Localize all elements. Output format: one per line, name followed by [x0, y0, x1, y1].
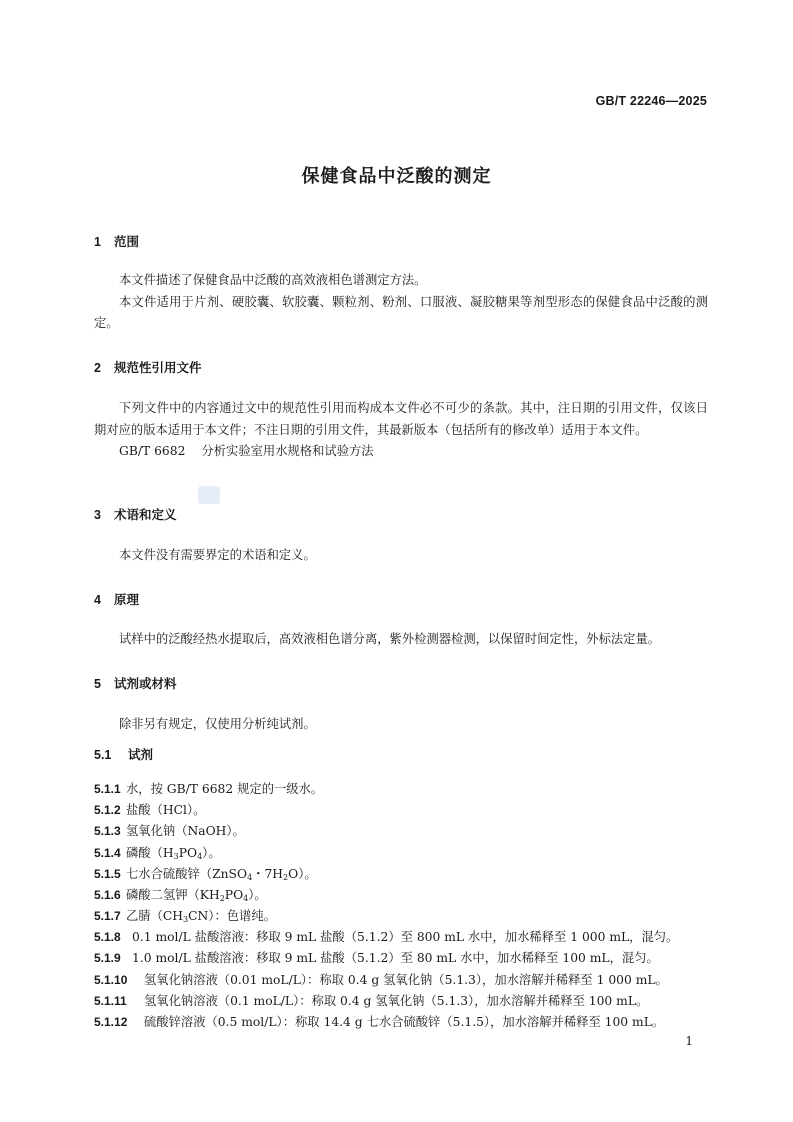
clause-number: 5.1.5 — [94, 867, 121, 881]
subscript: 4 — [243, 894, 249, 903]
section-number: 3 — [94, 508, 101, 522]
clause-number: 5.1.12 — [94, 1015, 128, 1029]
clause-5-1-7 — [94, 906, 276, 924]
clause-text: 氢氧化钠溶液（0.1 moL/L）：称取 0.4 g 氢氧化钠（5.1.3），加水溶解并稀释至 100 mL。 — [144, 994, 649, 1008]
subscript: 4 — [197, 852, 203, 861]
reference-code: GB/T 6682 — [119, 444, 186, 459]
section-1-heading — [94, 232, 139, 250]
clause-number: 5.1.8 — [94, 930, 121, 944]
reference-title: 分析实验室用水规格和试验方法 — [201, 444, 374, 459]
subscript: 4 — [247, 873, 253, 882]
paragraph: 本文件没有需要界定的术语和定义。 — [119, 548, 316, 562]
page-number: 1 — [685, 1034, 693, 1048]
clause-text: CN）：色谱纯。 — [188, 909, 276, 923]
subscript: 2 — [283, 873, 289, 882]
section-title: 规范性引用文件 — [114, 360, 202, 375]
section-title: 术语和定义 — [114, 507, 177, 522]
paragraph: 下列文件中的内容通过文中的规范性引用而构成本文件必不可少的条款。其中，注日期的引用文件，仅该日期对应的版本适用于本文件；不注日期的引用文件，其最新版本（包括所有的修改单）适用于本文件。 — [94, 401, 708, 437]
clause-text: ・7H — [252, 867, 284, 881]
subsection-5-1-heading — [94, 745, 153, 763]
clause-text: ）。 — [248, 888, 267, 902]
subsection-title: 试剂 — [128, 747, 154, 762]
clause-5-1-2 — [94, 800, 205, 818]
clause-number: 5.1.3 — [94, 824, 121, 838]
clause-text: 水，按 GB/T 6682 规定的一级水。 — [126, 782, 324, 796]
normative-reference — [94, 441, 708, 463]
clause-5-1-6 — [94, 885, 267, 903]
paragraph: 除非另有规定，仅使用分析纯试剂。 — [119, 717, 316, 731]
clause-text: PO — [178, 846, 198, 860]
section-3-heading — [94, 505, 177, 523]
section-number: 5 — [94, 677, 101, 691]
clause-number: 5.1.7 — [94, 909, 121, 923]
clause-text: 磷酸（H — [126, 846, 174, 860]
clause-5-1-5 — [94, 864, 317, 882]
clause-text: O）。 — [288, 867, 317, 881]
subscript: 3 — [173, 852, 179, 861]
clause-text: 氢氧化钠溶液（0.01 moL/L）：称取 0.4 g 氢氧化钠（5.1.3），加水溶解并稀释至 1 000 mL。 — [144, 973, 668, 987]
clause-text: 硫酸锌溶液（0.5 mol/L）：称取 14.4 g 七水合硫酸锌（5.1.5），加水溶解并稀释至 100 mL。 — [144, 1015, 665, 1029]
clause-number: 5.1.10 — [94, 973, 128, 987]
clause-5-1-12 — [94, 1012, 664, 1030]
clause-number: 5.1.1 — [94, 782, 121, 796]
section-1-body — [94, 270, 708, 335]
clause-5-1-9 — [94, 948, 659, 966]
clause-5-1-1 — [94, 779, 323, 797]
clause-5-1-4 — [94, 843, 221, 861]
section-number: 1 — [94, 235, 101, 249]
subsection-number: 5.1 — [94, 748, 112, 762]
clause-number: 5.1.9 — [94, 951, 121, 965]
clause-text: 盐酸（HCl）。 — [126, 803, 206, 817]
section-2-heading — [94, 358, 202, 376]
paragraph: 试样中的泛酸经热水提取后，高效液相色谱分离，紫外检测器检测，以保留时间定性，外标法定量。 — [119, 632, 661, 646]
section-5-heading — [94, 674, 177, 692]
clause-number: 5.1.6 — [94, 888, 121, 902]
paragraph: 本文件适用于片剂、硬胶囊、软胶囊、颗粒剂、粉剂、口服液、凝胶糖果等剂型形态的保健食品中泛酸的测定。 — [94, 294, 708, 331]
clause-text: 磷酸二氢钾（KH — [126, 888, 220, 902]
clause-number: 5.1.4 — [94, 846, 121, 860]
section-2-body — [94, 398, 708, 463]
section-4-heading — [94, 590, 139, 608]
clause-5-1-11 — [94, 991, 648, 1009]
section-title: 范围 — [114, 234, 140, 249]
clause-text: 氢氧化钠（NaOH）。 — [126, 824, 245, 838]
clause-text: PO — [224, 888, 244, 902]
subscript: 3 — [183, 915, 189, 924]
subscript: 2 — [219, 894, 225, 903]
clause-text: ）。 — [202, 846, 221, 860]
clause-5-1-3 — [94, 821, 245, 839]
section-title: 试剂或材料 — [114, 676, 177, 691]
watermark-logo — [198, 486, 220, 504]
clause-number: 5.1.2 — [94, 803, 121, 817]
clause-5-1-8 — [94, 927, 678, 945]
clause-text: 七水合硫酸锌（ZnSO — [126, 867, 248, 881]
paragraph: 本文件描述了保健食品中泛酸的高效液相色谱测定方法。 — [119, 273, 427, 287]
clause-text: 乙腈（CH — [126, 909, 184, 923]
document-title: 保健食品中泛酸的测定 — [301, 166, 492, 187]
clause-text: 1.0 mol/L 盐酸溶液：移取 9 mL 盐酸（5.1.2）至 80 mL 水中，加水稀释至 100 mL，混匀。 — [132, 951, 659, 965]
section-number: 4 — [94, 593, 101, 607]
standard-number: GB/T 22246—2025 — [595, 94, 707, 108]
clause-text: 0.1 mol/L 盐酸溶液：移取 9 mL 盐酸（5.1.2）至 800 mL 水中，加水稀释至 1 000 mL，混匀。 — [132, 930, 679, 944]
clause-number: 5.1.11 — [94, 994, 127, 1008]
section-title: 原理 — [114, 592, 140, 607]
section-number: 2 — [94, 361, 101, 375]
clause-5-1-10 — [94, 970, 668, 988]
